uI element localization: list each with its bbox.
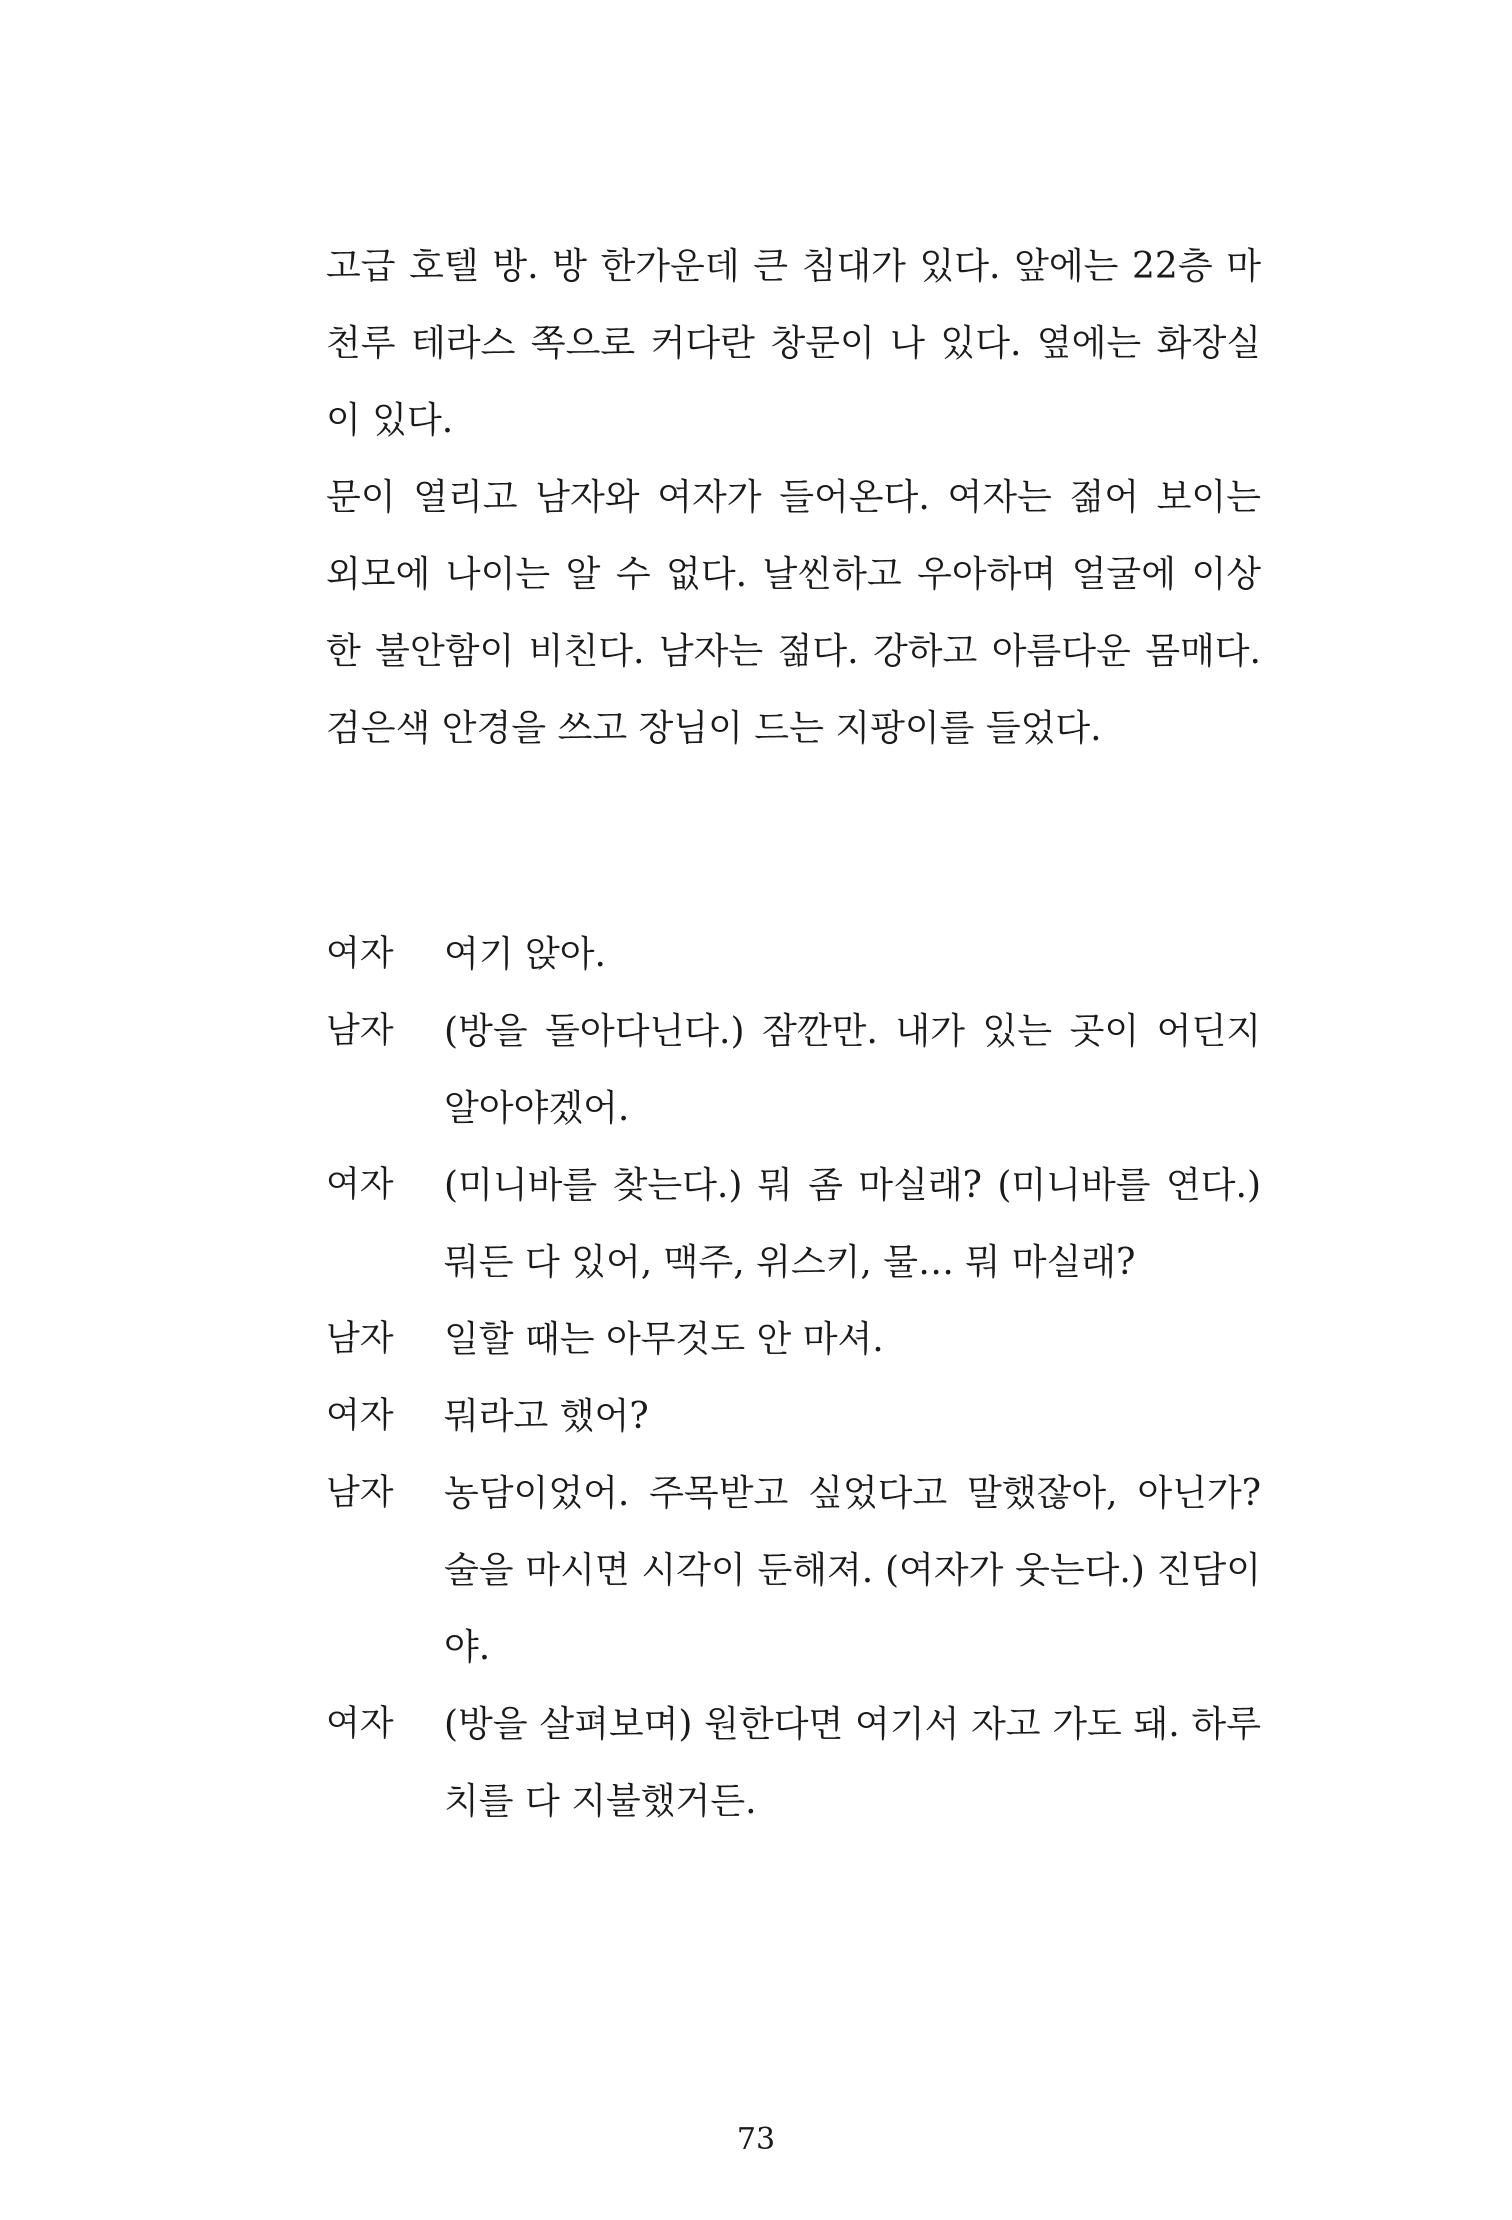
dialogue-line	[326, 916, 1261, 993]
speaker-name: 여자	[326, 1396, 394, 1436]
dialogue-text: 여기 앉아.	[444, 934, 606, 975]
dialogue-text: 뭐라고 했어?	[444, 1396, 649, 1437]
page-number: 73	[736, 2122, 776, 2157]
dialogue-line	[326, 1147, 1261, 1301]
dialogue-line	[326, 1301, 1261, 1378]
dialogue-text: 일할 때는 아무것도 안 마셔.	[444, 1319, 884, 1360]
stage-direction-paragraph: 문이 열리고 남자와 여자가 들어온다. 여자는 젊어 보이는 외모에 나이는 알 수 없다. 날씬하고 우아하며 얼굴에 이상한 불안함이 비친다. 남자는 젊다. 강하고 아름다운 몸매다. 검은색 안경을 쓰고 장님이 드는 지팡이를 들었다.	[326, 477, 1261, 749]
speaker-name: 남자	[326, 1319, 394, 1359]
dialogue-line	[326, 1378, 1261, 1455]
dialogue-text: (미니바를 찾는다.) 뭐 좀 마실래? (미니바를 연다.) 뭐든 다 있어, 맥주, 위스키, 물… 뭐 마실래?	[444, 1165, 1261, 1283]
dialogue-line	[326, 1686, 1261, 1840]
dialogue-text: (방을 살펴보며) 원한다면 여기서 자고 가도 돼. 하루치를 다 지불했거든.	[444, 1704, 1261, 1822]
dialogue-line	[326, 1455, 1261, 1686]
speaker-name: 여자	[326, 1165, 394, 1205]
dialogue-text: 농담이었어. 주목받고 싶었다고 말했잖아, 아닌가? 술을 마시면 시각이 둔해져. (여자가 웃는다.) 진담이야.	[444, 1473, 1261, 1668]
speaker-name: 여자	[326, 934, 394, 974]
stage-direction	[326, 228, 1261, 767]
dialogue-text: (방을 돌아다닌다.) 잠깐만. 내가 있는 곳이 어딘지 알아야겠어.	[444, 1011, 1261, 1129]
dialogue-section	[326, 916, 1261, 1840]
dialogue-line	[326, 993, 1261, 1147]
stage-direction-paragraph: 고급 호텔 방. 방 한가운데 큰 침대가 있다. 앞에는 22층 마천루 테라스 쪽으로 커다란 창문이 나 있다. 옆에는 화장실이 있다.	[326, 246, 1261, 441]
speaker-name: 남자	[326, 1011, 394, 1051]
speaker-name: 여자	[326, 1704, 394, 1744]
speaker-name: 남자	[326, 1473, 394, 1513]
